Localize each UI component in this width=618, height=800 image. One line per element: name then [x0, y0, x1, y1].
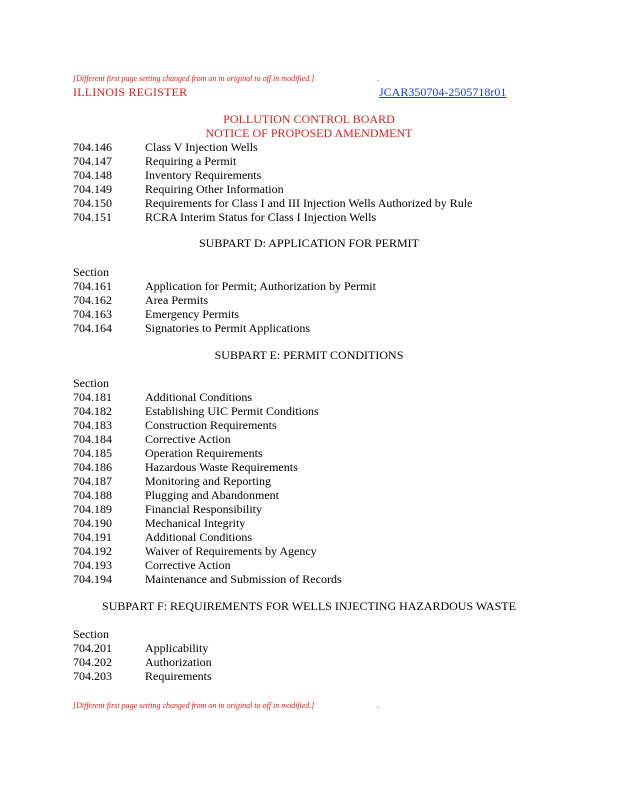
section-number: 704.163 [73, 307, 112, 321]
section-title: Establishing UIC Permit Conditions [145, 404, 319, 418]
section-number: 704.202 [73, 655, 112, 669]
section-title: Plugging and Abandonment [145, 488, 279, 502]
section-title: Construction Requirements [145, 418, 277, 432]
section-title: Mechanical Integrity [145, 516, 246, 530]
section-title: Monitoring and Reporting [145, 474, 271, 488]
section-title: Additional Conditions [145, 390, 253, 404]
section-number: 704.181 [73, 390, 112, 404]
section-number: 704.182 [73, 404, 112, 418]
page-setting-note-bottom: [Different first page setting changed from on in original to off in modified.] [73, 701, 315, 710]
jcar-code-link[interactable]: JCAR350704-2505718r01 [379, 85, 507, 99]
section-number: 704.201 [73, 641, 112, 655]
section-title: Class V Injection Wells [145, 140, 258, 154]
section-title: Signatories to Permit Applications [145, 321, 310, 335]
section-title: Corrective Action [145, 432, 231, 446]
section-title: Authorization [145, 655, 212, 669]
notice-title: NOTICE OF PROPOSED AMENDMENT [205, 126, 413, 140]
section-number: 704.184 [73, 432, 112, 446]
section-title: Requirements [145, 669, 212, 683]
section-title: Applicability [145, 641, 209, 655]
section-number: 704.191 [73, 530, 112, 544]
section-title: Requiring a Permit [145, 154, 237, 168]
section-title: Application for Permit; Authorization by Permit [145, 279, 376, 293]
section-title: Requirements for Class I and III Injection Wells Authorized by Rule [145, 196, 473, 210]
board-title: POLLUTION CONTROL BOARD [223, 112, 395, 126]
section-number: 704.150 [73, 196, 112, 210]
section-title: Corrective Action [145, 558, 231, 572]
page-setting-note-top: [Different first page setting changed from on in original to off in modified.] [73, 74, 315, 83]
subpart-d-heading: SUBPART D: APPLICATION FOR PERMIT [198, 236, 419, 250]
section-title: Operation Requirements [145, 446, 263, 460]
section-title: Hazardous Waste Requirements [145, 460, 298, 474]
section-title: Financial Responsibility [145, 502, 262, 516]
section-number: 704.161 [73, 279, 112, 293]
section-number: 704.192 [73, 544, 112, 558]
section-title: Requiring Other Information [145, 182, 284, 196]
section-number: 704.188 [73, 488, 112, 502]
section-title: Maintenance and Submission of Records [145, 572, 342, 586]
section-title: Additional Conditions [145, 530, 253, 544]
section-number: 704.164 [73, 321, 112, 335]
section-title: Area Permits [145, 293, 208, 307]
subpart-f-heading: SUBPART F: REQUIREMENTS FOR WELLS INJECTING HAZARDOUS WASTE [102, 599, 516, 613]
section-number: 704.189 [73, 502, 112, 516]
section-title: RCRA Interim Status for Class I Injection Wells [145, 210, 377, 224]
section-number: 704.149 [73, 182, 112, 196]
section-title: Inventory Requirements [145, 168, 262, 182]
register-title: ILLINOIS REGISTER [73, 85, 188, 99]
section-number: 704.186 [73, 460, 112, 474]
subpart-e-heading: SUBPART E: PERMIT CONDITIONS [214, 348, 404, 362]
section-number: 704.148 [73, 168, 112, 182]
note-dot-top: . [377, 74, 379, 83]
section-label: Section [73, 265, 109, 279]
section-number: 704.183 [73, 418, 112, 432]
section-number: 704.147 [73, 154, 112, 168]
section-number: 704.194 [73, 572, 112, 586]
section-number: 704.151 [73, 210, 112, 224]
section-label: Section [73, 627, 109, 641]
section-number: 704.187 [73, 474, 112, 488]
section-number: 704.146 [73, 140, 112, 154]
section-number: 704.185 [73, 446, 112, 460]
section-number: 704.190 [73, 516, 112, 530]
section-number: 704.193 [73, 558, 112, 572]
section-title: Waiver of Requirements by Agency [145, 544, 317, 558]
section-number: 704.203 [73, 669, 112, 683]
note-dot-bottom: . [377, 701, 379, 710]
section-label: Section [73, 376, 109, 390]
section-title: Emergency Permits [145, 307, 240, 321]
section-number: 704.162 [73, 293, 112, 307]
